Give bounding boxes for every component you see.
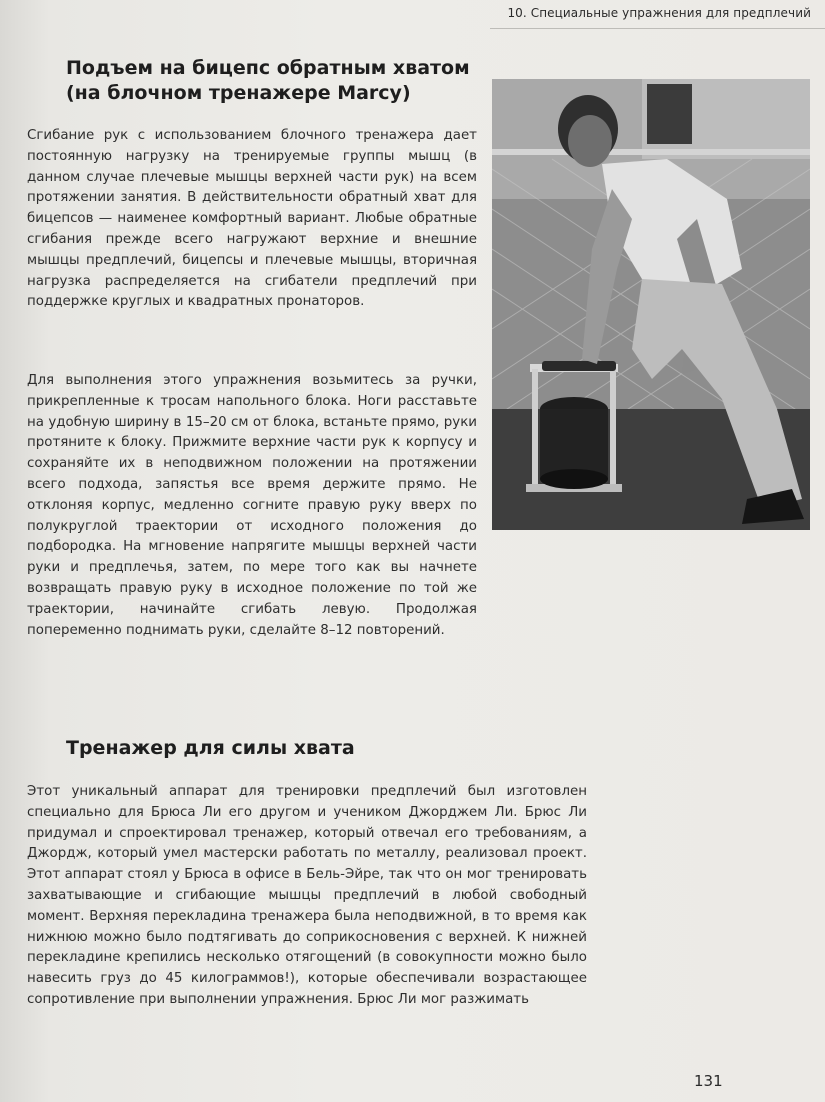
section-title-grip-machine: Тренажер для силы хвата	[66, 737, 355, 759]
exercise-photo	[492, 79, 810, 530]
header-rule	[490, 28, 825, 29]
paragraph-instructions: Для выполнения этого упражнения возьмитесь за ручки, прикрепленные к тросам напольного блока. Ноги расставьте на удобную ширину в 15–20 см от блока, встаньте прямо, руки протяните к блоку. Прижмите верхние части рук к корпусу и сохраняйте их в неподвижном положении на протяжении всего подхода, запястья все время держите прямо. Не отклоняя корпус, медленно согните правую руку вверх по полукруглой траектории от исходного положения до подбородка. На мгновение напрягите мышцы верхней части руки и предплечья, затем, по мере того как вы начнете возвращать правую руку в исходное положение по той же траектории, начинайте сгибать левую. Продолжая попеременно поднимать руки, сделайте 8–12 повторений.	[27, 373, 477, 638]
title-line-2: (на блочном тренажере Marcy)	[66, 82, 411, 104]
running-head: 10. Специальные упражнения для предплечий	[507, 6, 811, 20]
page-number: 131	[694, 1072, 723, 1090]
paragraph-intro: Сгибание рук с использованием блочного тренажера дает постоянную нагрузку на тренируемые группы мышц (в данном случае плечевые мышцы верхней части рук) на всем протяжении занятия. В действительности обратный хват для бицепсов — наименее комфортный вариант. Любые обратные сгибания прежде всего нагружают верхние и внешние мышцы предплечий, бицепсы и плечевые мышцы, вторичная нагрузка распределяется на сгибатели предплечий при поддержке круглых и квадратных пронаторов.	[27, 128, 477, 310]
title-line-1: Подъем на бицепс обратным хватом	[66, 57, 470, 79]
section-title-reverse-curl	[66, 56, 486, 106]
paragraph-grip-machine: Этот уникальный аппарат для тренировки предплечий был изготовлен специально для Брюса Ли его другом и учеником Джорджем Ли. Брюс Ли придумал и спроектировал тренажер, который отвечал его требованиям, а Джордж, который умел мастерски работать по металлу, реализовал проект. Этот аппарат стоял у Брюса в офисе в Бель-Эйре, так что он мог тренировать захватывающие и сгибающие мышцы предплечий в любой свободный момент. Верхняя перекладина тренажера была неподвижной, в то время как нижнюю можно было подтягивать до соприкосновения с верхней. К нижней перекладине крепились несколько отягощений (в совокупности можно было навесить груз до 45 килограммов!), которые обеспечивали возрастающее сопротивление при выполнении упражнения. Брюс Ли мог разжимать	[27, 784, 587, 1007]
